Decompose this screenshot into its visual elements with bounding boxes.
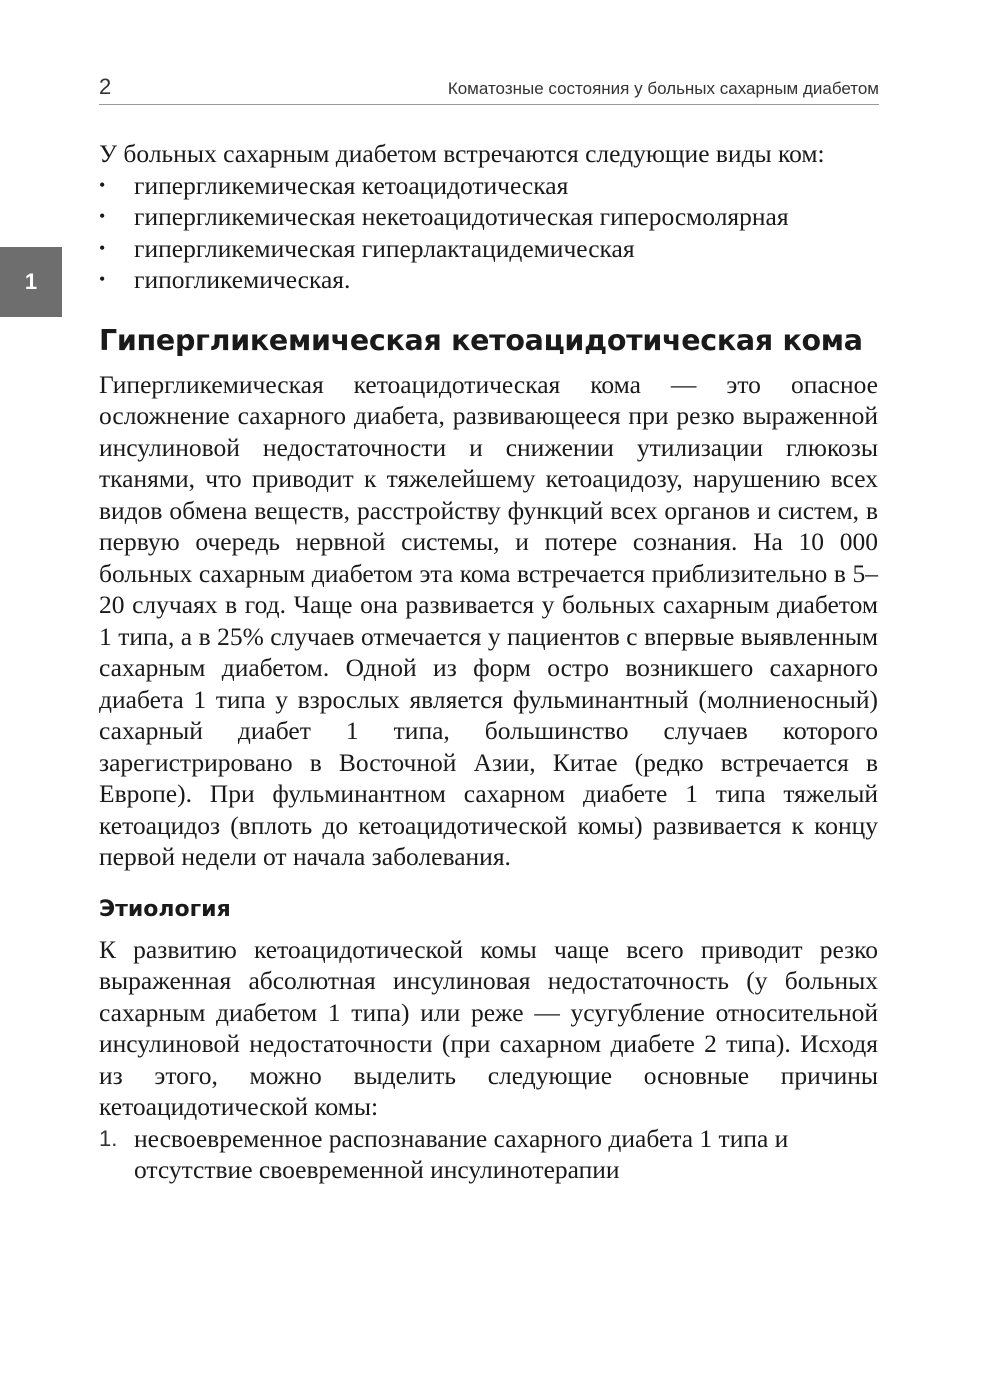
causes-list [99,1123,878,1186]
bullet-icon: • [99,269,106,289]
chapter-tab: 1 [0,247,62,317]
page-header [99,74,879,105]
list-item-text: несвоевременное распознавание сахарного диабета 1 типа и отсутствие своевременной инсулинотерапии [134,1123,789,1184]
list-item [99,1123,878,1186]
intro-paragraph: У больных сахарным диабетом встречаются следующие виды ком: [99,139,825,168]
etiology-title: Этиология [99,896,231,922]
bullet-icon: • [99,237,106,258]
list-item-text: гипергликемическая некетоацидотическая гиперосмолярная [134,202,789,231]
coma-types-list [99,170,878,296]
list-item [99,170,878,202]
page-content [99,138,878,1186]
list-item [99,201,878,233]
bullet-icon: • [99,174,106,195]
list-item-number: 1. [99,1125,118,1151]
list-item-text: гипергликемическая кетоацидотическая [134,170,569,200]
running-title: Коматозные состояния у больных сахарным диабетом [447,79,879,98]
page-number: 2 [99,74,112,99]
list-item-text: гипергликемическая гиперлактацидемическая [134,233,635,263]
section-paragraph: Гипергликемическая кетоацидотическая кома — это опасное осложнение сахарного диабета, развивающееся при резко выраженной инсулиновой недостаточности и снижении утилизации глюкозы тканями, что приводит к тяжелейшему кетоацидозу, нарушению всех видов обмена веществ, расстройству функций всех органов и систем, в первую очередь нервной системы, и потере сознания. На 10 000 больных сахарным диабетом эта кома встречается приблизительно в 5–20 случаях в год. Чаще она развивается у больных сахарным диабетом 1 типа, а в 25% случаев отмечается у пациентов с впервые выявленным сахарным диабетом. Одной из форм остро возникшего сахарного диабета 1 типа у взрослых является фульминантный (молниеносный) сахарный диабет 1 типа, большинство случаев которого зарегистрировано в Восточной Азии, Китае (редко встречается в Европе). При фульминантном сахарном диабете 1 типа тяжелый кетоацидоз (вплоть до кетоацидотической комы) развивается к концу первой недели от начала заболевания. [99,369,878,871]
list-item [99,233,878,265]
list-item-text: гипогликемическая. [134,265,351,294]
bullet-icon: • [99,206,106,226]
list-item [99,264,878,296]
etiology-paragraph: К развитию кетоацидотической комы чаще всего приводит резко выраженная абсолютная инсулиновая недостаточность (у больных сахарным диабетом 1 типа) или реже — усугубление относительной инсулиновой недостаточности (при сахарном диабете 2 типа). Исходя из этого, можно выделить следующие основные причины кетоацидотической комы: [99,934,878,1121]
section-title: Гипергликемическая кетоацидотическая кома [99,323,863,357]
